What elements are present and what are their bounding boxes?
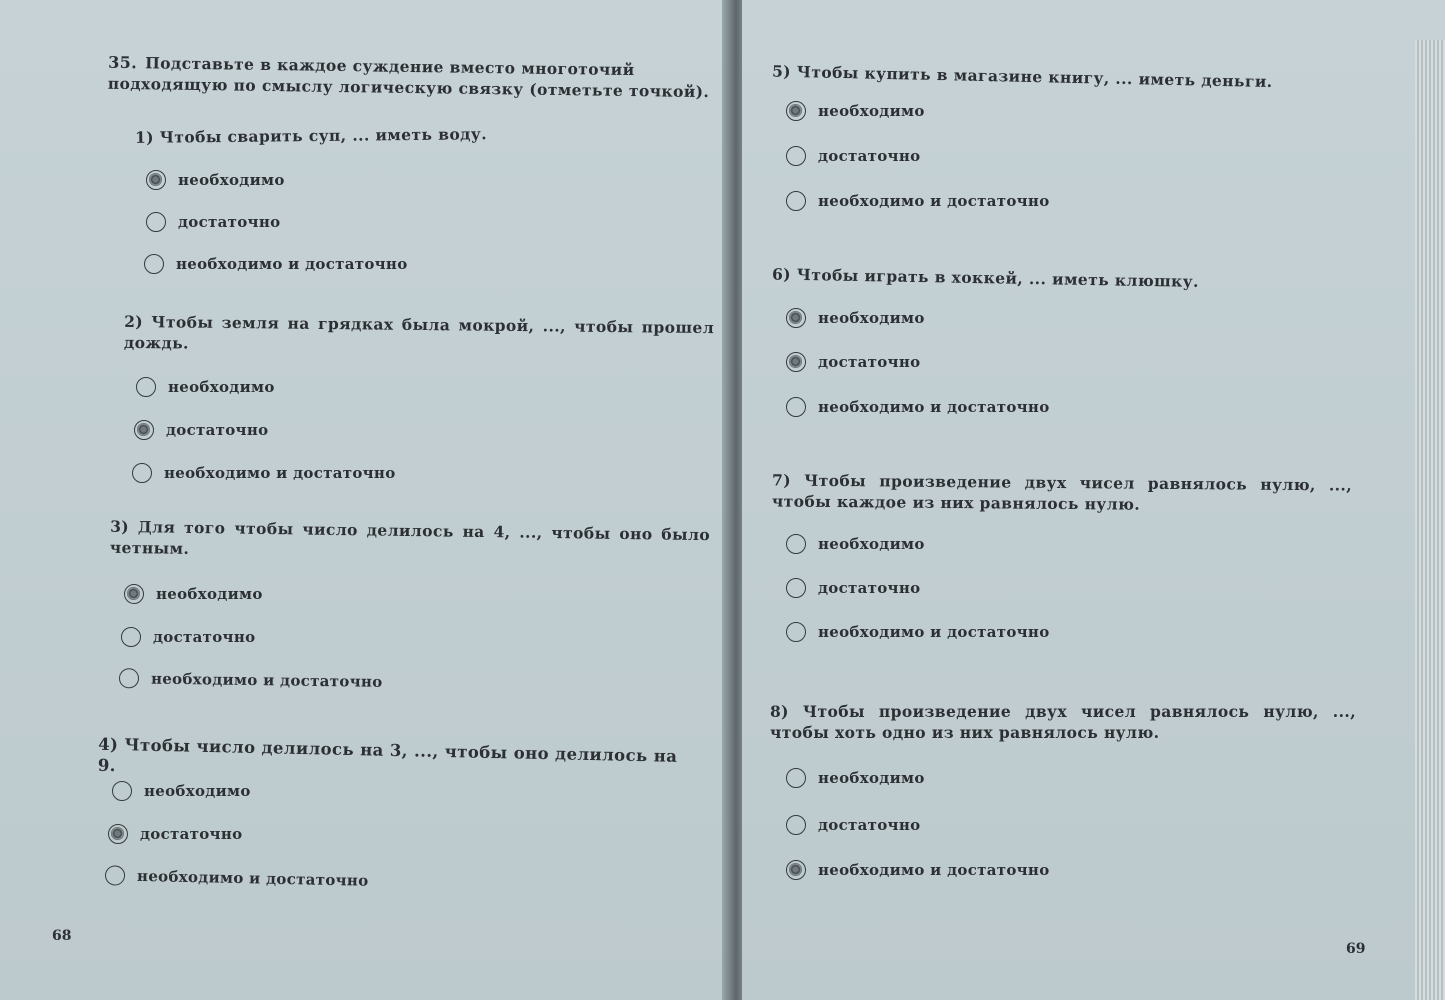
q3-option-3[interactable]: [119, 668, 383, 692]
option-label: необходимо и достаточно: [818, 192, 1050, 210]
q8-option-1[interactable]: [786, 768, 925, 788]
option-label: необходимо: [168, 378, 275, 396]
option-label: необходимо и достаточно: [176, 255, 408, 273]
option-label: необходимо и достаточно: [818, 861, 1050, 879]
option-label: достаточно: [166, 421, 269, 439]
q7-option-1[interactable]: [786, 534, 925, 554]
question-2: 2) Чтобы земля на грядках была мокрой, ..., чтобы прошел дождь.: [123, 311, 715, 353]
option-label: необходимо и достаточно: [136, 866, 369, 890]
option-label: необходимо: [178, 171, 285, 189]
q1-option-1[interactable]: [146, 170, 285, 190]
radio-checked-icon[interactable]: [786, 101, 806, 121]
option-label: необходимо: [818, 309, 925, 327]
radio-icon[interactable]: [786, 578, 806, 598]
radio-checked-icon[interactable]: [786, 860, 806, 880]
radio-icon[interactable]: [121, 627, 141, 647]
question-1: 1) Чтобы сварить суп, ... иметь воду.: [134, 124, 488, 147]
radio-icon[interactable]: [146, 212, 166, 232]
option-label: достаточно: [818, 579, 921, 597]
radio-icon[interactable]: [786, 534, 806, 554]
radio-checked-icon[interactable]: [124, 584, 144, 604]
question-3: 3) Для того чтобы число делилось на 4, ..., чтобы оно было четным.: [109, 516, 711, 558]
radio-icon[interactable]: [786, 191, 806, 211]
q2-option-1[interactable]: [136, 377, 275, 397]
radio-icon[interactable]: [112, 781, 132, 801]
q4-option-3[interactable]: [105, 865, 369, 891]
q5-option-2[interactable]: [786, 146, 920, 166]
q7-option-3[interactable]: [786, 622, 1050, 642]
option-label: достаточно: [818, 816, 921, 834]
page-edges: [1415, 40, 1445, 1000]
q6-option-2[interactable]: [786, 352, 920, 372]
option-label: достаточно: [818, 147, 921, 165]
radio-checked-icon[interactable]: [108, 824, 128, 844]
radio-icon[interactable]: [132, 463, 152, 483]
q3-option-2[interactable]: [121, 627, 255, 647]
task-instruction: Подставьте в каждое суждение вместо многоточий подходящую по смыслу логическую связку (отметьте точкой).: [107, 53, 710, 102]
radio-checked-icon[interactable]: [786, 308, 806, 328]
radio-icon[interactable]: [119, 668, 139, 688]
q2-option-3[interactable]: [132, 463, 396, 483]
option-label: необходимо и достаточно: [164, 464, 396, 482]
q1-option-2[interactable]: [146, 212, 280, 232]
q4-option-2[interactable]: [108, 824, 242, 844]
q4-option-1[interactable]: [112, 781, 251, 801]
option-label: необходимо и достаточно: [150, 669, 383, 691]
option-label: необходимо и достаточно: [818, 398, 1050, 416]
question-4: 4) Чтобы число делилось на 3, ..., чтобы оно делилось на 9.: [97, 734, 678, 776]
option-label: необходимо и достаточно: [818, 623, 1050, 641]
question-5: 5) Чтобы купить в магазине книгу, ... иметь деньги.: [771, 61, 1273, 92]
page-number-right: 69: [1346, 941, 1366, 957]
option-label: необходимо: [818, 102, 925, 120]
option-label: достаточно: [178, 213, 281, 231]
radio-checked-icon[interactable]: [146, 170, 166, 190]
radio-checked-icon[interactable]: [134, 420, 154, 440]
question-8: 8) Чтобы произведение двух чисел равнялось нулю, ..., чтобы хоть одно из них равнялось нулю.: [770, 702, 1356, 742]
option-label: достаточно: [140, 825, 243, 843]
option-label: необходимо: [156, 585, 263, 603]
option-label: необходимо: [818, 535, 925, 553]
task-heading: [108, 52, 719, 103]
radio-icon[interactable]: [105, 865, 125, 885]
right-page: [742, 0, 1445, 1000]
radio-icon[interactable]: [136, 377, 156, 397]
page-number-left: 68: [52, 928, 72, 944]
question-6: 6) Чтобы играть в хоккей, ... иметь клюшку.: [771, 264, 1200, 291]
q5-option-3[interactable]: [786, 191, 1050, 211]
radio-icon[interactable]: [786, 397, 806, 417]
option-label: необходимо: [144, 782, 251, 800]
radio-checked-icon[interactable]: [786, 352, 806, 372]
question-7: 7) Чтобы произведение двух чисел равнялось нулю, ..., чтобы каждое из них равнялось нулю.: [771, 470, 1353, 514]
q7-option-2[interactable]: [786, 578, 920, 598]
q5-option-1[interactable]: [786, 101, 925, 121]
q6-option-1[interactable]: [786, 308, 925, 328]
q1-option-3[interactable]: [144, 254, 408, 274]
radio-icon[interactable]: [786, 146, 806, 166]
radio-icon[interactable]: [786, 622, 806, 642]
q2-option-2[interactable]: [134, 420, 268, 440]
q8-option-2[interactable]: [786, 815, 920, 835]
option-label: достаточно: [153, 628, 256, 646]
q3-option-1[interactable]: [124, 584, 263, 604]
q6-option-3[interactable]: [786, 397, 1050, 417]
option-label: достаточно: [818, 353, 921, 371]
radio-icon[interactable]: [786, 815, 806, 835]
option-label: необходимо: [818, 769, 925, 787]
radio-icon[interactable]: [144, 254, 164, 274]
task-number: 35.: [108, 52, 138, 73]
q8-option-3[interactable]: [786, 860, 1050, 880]
radio-icon[interactable]: [786, 768, 806, 788]
